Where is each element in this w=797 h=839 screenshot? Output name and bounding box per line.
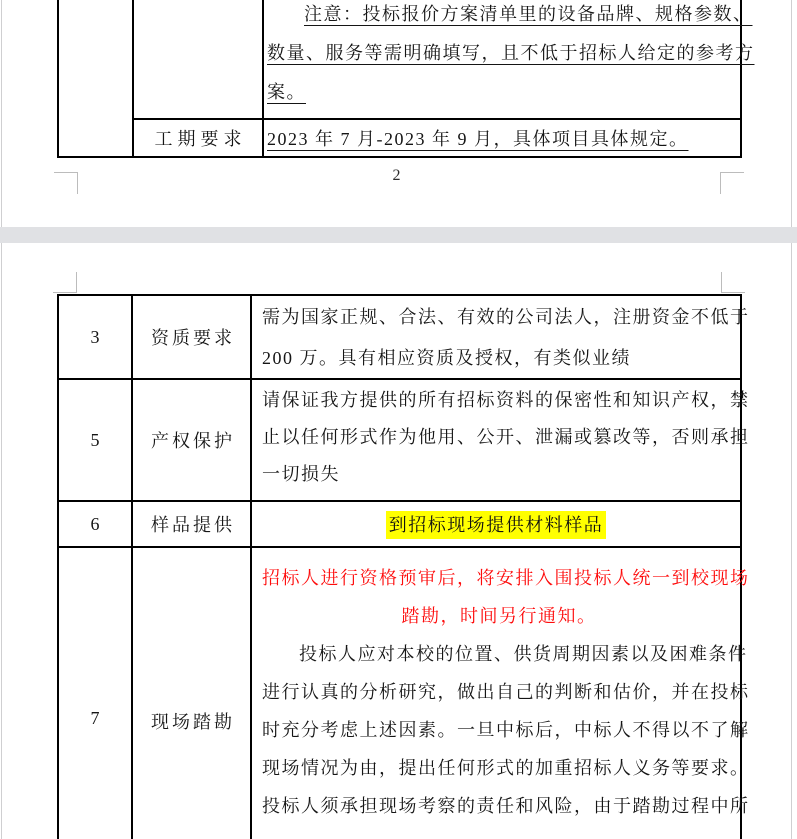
content-line: 200 万。具有相应资质及授权，有类似业绩 — [262, 348, 631, 368]
content-line: 进行认真的分析研究，做出自己的判断和估价，并在投标 — [262, 682, 750, 702]
content-line: 一切损失 — [262, 464, 340, 484]
margin-crop-mark-bottom-right — [720, 172, 744, 194]
content-line: 投标人须承担现场考察的责任和风险，由于踏勘过程中所 — [262, 796, 750, 816]
content-line: 投标人应对本校的位置、供货周期因素以及困难条件 — [299, 644, 748, 664]
row-number-cell[interactable]: 5 — [58, 379, 132, 501]
requirements-table-page2 — [57, 0, 755, 158]
content-line: 止以任何形式作为他用、公开、泄漏或篡改等，否则承担 — [262, 427, 750, 447]
table-row-sample — [58, 501, 741, 547]
row-content-cell[interactable] — [251, 501, 741, 547]
duration-value-cell[interactable]: 2023 年 7 月-2023 年 9 月，具体项目具体规定。 — [263, 119, 741, 157]
note-line: 注意：投标报价方案清单里的设备品牌、规格参数、 — [304, 4, 753, 24]
row-label-cell[interactable]: 资质要求 — [132, 295, 251, 379]
page-break-band — [0, 227, 797, 243]
document-page-2 — [1, 0, 792, 227]
table-row-site-visit — [58, 547, 741, 839]
content-line: 现场情况为由，提出任何形式的加重招标人义务等要求。 — [262, 758, 750, 778]
margin-crop-mark-top-right — [721, 272, 745, 293]
row-label-cell[interactable]: 产权保护 — [132, 379, 251, 501]
margin-crop-mark-bottom-left — [54, 172, 78, 194]
red-notice-line: 招标人进行资格预审后，将安排入围投标人统一到校现场 — [262, 568, 750, 588]
document-page-3 — [1, 243, 792, 839]
content-line: 时充分考虑上述因素。一旦中标后，中标人不得以不了解 — [262, 720, 750, 740]
row-number-cell[interactable]: 3 — [58, 295, 132, 379]
duration-label-cell[interactable]: 工期要求 — [133, 119, 263, 157]
table-row-qualification — [58, 295, 741, 379]
margin-crop-mark-top-left — [53, 272, 77, 293]
note-line: 数量、服务等需明确填写，且不低于招标人给定的参考方 — [267, 43, 755, 63]
bid-note-cell[interactable] — [263, 0, 755, 119]
row-number-cell[interactable]: 7 — [58, 547, 132, 839]
row-number-cell[interactable]: 6 — [58, 501, 132, 547]
red-notice-line: 踏勘，时间另行通知。 — [401, 606, 597, 626]
requirements-table-page3 — [57, 294, 750, 839]
content-line: 需为国家正规、合法、有效的公司法人，注册资金不低于 — [262, 307, 750, 327]
row-content-cell[interactable] — [251, 379, 750, 501]
table-cell-empty[interactable] — [133, 0, 263, 119]
row-label-cell[interactable]: 现场踏勘 — [132, 547, 251, 839]
page-number: 2 — [392, 167, 401, 184]
content-line: 请保证我方提供的所有招标资料的保密性和知识产权，禁 — [262, 390, 750, 410]
table-row-ip-protection — [58, 379, 741, 501]
table-cell-merged-left[interactable] — [58, 0, 133, 157]
row-content-cell[interactable] — [251, 295, 750, 379]
row-content-cell[interactable] — [251, 547, 750, 839]
note-line: 案。 — [267, 82, 306, 102]
row-label-cell[interactable]: 样品提供 — [132, 501, 251, 547]
highlighted-text: 到招标现场提供材料样品 — [386, 511, 607, 539]
